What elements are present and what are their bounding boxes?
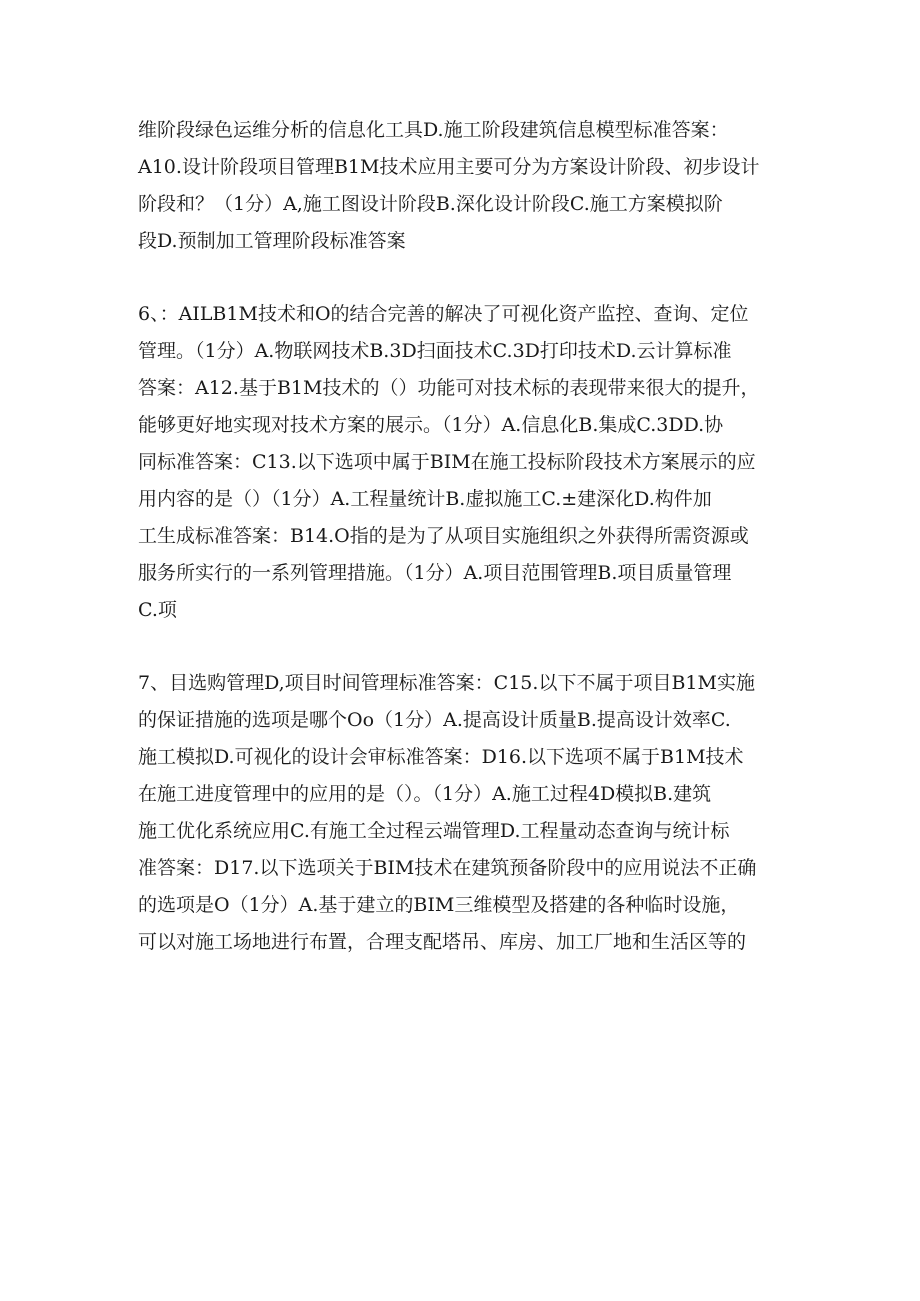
text-line: 的选项是O（1分）A.基于建立的BIM三维模型及搭建的各种临时设施，: [138, 894, 740, 916]
paragraph-1: [138, 112, 788, 260]
text-line: 段D.预制加工管理阶段标准答案: [138, 230, 406, 252]
text-line: 施工优化系统应用C.有施工全过程云端管理D.工程量动态查询与统计标: [138, 820, 730, 842]
text-line: 7、目选购管理D,项目时间管理标准答案：C15.以下不属于项目B1M实施: [138, 672, 755, 694]
paragraph-2: [138, 296, 788, 629]
text-line: 准答案：D17.以下选项关于BIM技术在建筑预备阶段中的应用说法不正确: [138, 857, 757, 879]
text-line: 能够更好地实现对技术方案的展示。（1分）A.信息化B.集成C.3DD.协: [138, 414, 724, 436]
text-line: 施工模拟D.可视化的设计会审标准答案：D16.以下选项不属于B1M技术: [138, 746, 744, 768]
text-line: 阶段和？（1分）A,施工图设计阶段B.深化设计阶段C.施工方案模拟阶: [138, 193, 723, 215]
paragraph-spacer: [138, 260, 788, 296]
text-line: 服务所实行的一系列管理措施。（1分）A.项目范围管理B.项目质量管理: [138, 562, 732, 584]
document-page: [138, 112, 788, 961]
text-line: C.项: [138, 599, 177, 621]
text-line: 可以对施工场地进行布置，合理支配塔吊、库房、加工厂地和生活区等的: [138, 931, 747, 953]
text-line: 答案：A12.基于B1M技术的（）功能可对技术标的表现带来很大的提升，: [138, 377, 760, 399]
paragraph-3: [138, 665, 788, 961]
text-line: 管理。（1分）A.物联网技术B.3D扫面技术C.3D打印技术D.云计算标准: [138, 340, 732, 362]
text-line: 同标准答案：C13.以下选项中属于BIM在施工投标阶段技术方案展示的应: [138, 451, 756, 473]
text-line: 工生成标准答案：B14.O指的是为了从项目实施组织之外获得所需资源或: [138, 525, 749, 547]
text-line: 的保证措施的选项是哪个Oo（1分）A.提高设计质量B.提高设计效率C.: [138, 709, 731, 731]
paragraph-spacer: [138, 629, 788, 665]
text-line: 维阶段绿色运维分析的信息化工具D.施工阶段建筑信息模型标准答案：: [138, 119, 729, 141]
text-line: 用内容的是（）（1分）A.工程量统计B.虚拟施工C.±建深化D.构件加: [138, 488, 712, 510]
text-line: 在施工进度管理中的应用的是（）。（1分）A.施工过程4D模拟B.建筑: [138, 783, 712, 805]
text-line: A10.设计阶段项目管理B1M技术应用主要可分为方案设计阶段、初步设计: [138, 156, 760, 178]
text-line: 6、：AILB1M技术和O的结合完善的解决了可视化资产监控、查询、定位: [138, 303, 749, 325]
